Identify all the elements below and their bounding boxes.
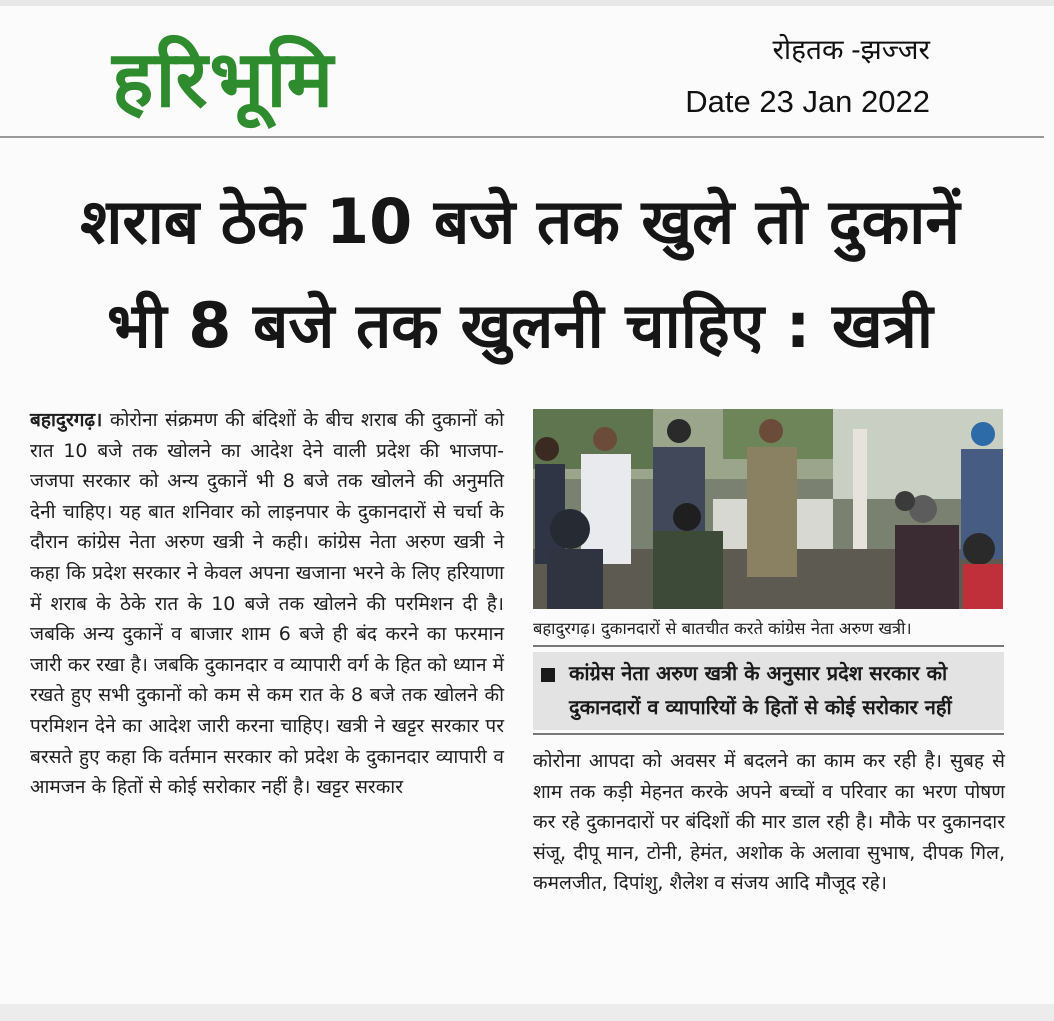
photo-illustration bbox=[533, 409, 1003, 609]
dateline: बहादुरगढ़। bbox=[30, 409, 103, 431]
edition-label: रोहतक -झज्जर bbox=[772, 34, 930, 65]
headline bbox=[20, 170, 1020, 378]
news-photo bbox=[533, 409, 1003, 609]
publication-date: Date 23 Jan 2022 bbox=[685, 84, 930, 119]
pullquote-rule-bottom bbox=[533, 733, 1004, 735]
header-divider bbox=[0, 136, 1044, 138]
pullquote-text: कांग्रेस नेता अरुण खत्री के अनुसार प्रदेश सरकार को दुकानदारों व व्यापारियों के हितों से कोई सरोकार नहीं bbox=[569, 661, 952, 719]
newspaper-logo: हरिभूमि bbox=[112, 35, 336, 125]
photo-caption: बहादुरगढ़। दुकानदारों से बातचीत करते कांग्रेस नेता अरुण खत्री। bbox=[533, 619, 912, 638]
pullquote-rule-top bbox=[533, 645, 1004, 647]
article-body-left bbox=[30, 405, 504, 803]
body-text-left: कोरोना संक्रमण की बंदिशों के बीच शराब की दुकानों को रात 10 बजे तक खोलने का आदेश देने वाली प्रदेश की भाजपा-जजपा सरकार को अन्य दुकानें भी 8 बजे तक खोलने की अनुमति देनी चाहिए। यह बात शनिवार को लाइनपार के दुकानदारों से चर्चा के दौरान कांग्रेस नेता अरुण खत्री ने कही। कांग्रेस नेता अरुण खत्री ने कहा कि प्रदेश सरकार ने केवल अपना खजाना भरने के लिए हरियाणा में शराब के ठेके रात के 10 बजे तक खोलने की परमिशन दी है। जबकि अन्य दुकानें व बाजार शाम 6 बजे ही बंद करने का फरमान जारी कर रखा है। जबकि दुकानदार व व्यापारी वर्ग के हित को ध्यान में रखते हुए सभी दुकानों को कम से कम रात के 8 बजे तक खोलने की परमिशन देने का आदेश जारी करना चाहिए। खत्री ने खट्टर सरकार पर बरसते हुए कहा कि वर्तमान सरकार को प्रदेश के दुकानदार व्यापारी व आमजन के हितों से कोई सरोकार नहीं है। खट्टर सरकार bbox=[30, 409, 504, 799]
headline-line-1: शराब ठेके 10 बजे तक खुले तो दुकानें bbox=[80, 185, 960, 258]
bottom-edge bbox=[0, 1004, 1054, 1021]
top-border bbox=[0, 0, 1054, 6]
pullquote-box bbox=[533, 652, 1004, 730]
article-body-right: कोरोना आपदा को अवसर में बदलने का काम कर रही है। सुबह से शाम तक कड़ी मेहनत करके अपने बच्चों व परिवार का भरण पोषण कर रहे दुकानदारों पर बंदिशों की मार डाल रही है। मौके पर दुकानदार संजू, दीपू मान, टोनी, हेमंत, अशोक के अलावा सुभाष, दीपक गिल, कमलजीत, दिपांशु, शैलेश व संजय आदि मौजूद रहे। bbox=[533, 750, 1005, 895]
headline-line-2: भी 8 बजे तक खुलनी चाहिए : खत्री bbox=[107, 289, 933, 362]
square-bullet-icon bbox=[541, 668, 555, 682]
